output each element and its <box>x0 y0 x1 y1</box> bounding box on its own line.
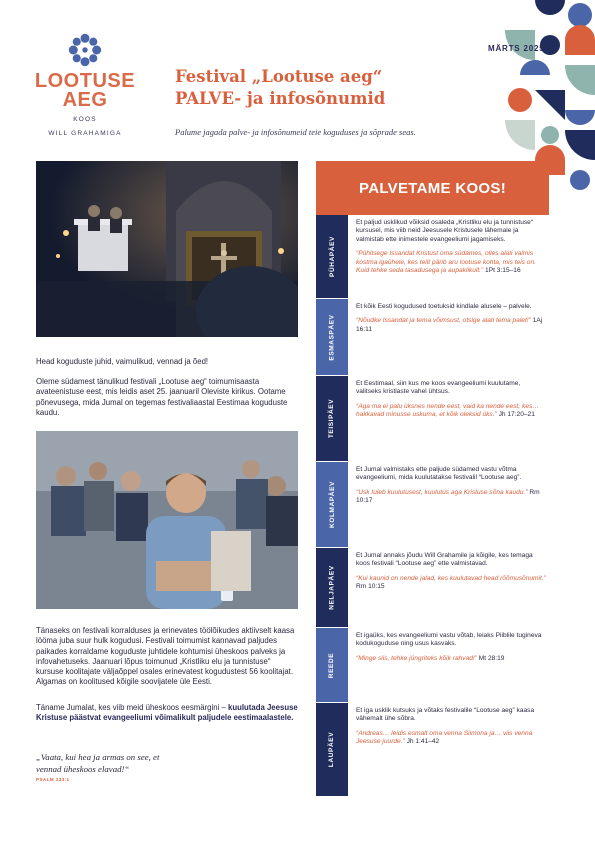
psalm-quote <box>36 752 256 775</box>
title-line2: PALVE- ja infosõnumid <box>175 89 386 108</box>
day-content <box>356 466 546 506</box>
day-monday <box>316 299 549 376</box>
verse-text: “Andreas… leidis esmalt oma venna Siimona ja… viis venna Jeesuse juurde.” <box>356 729 533 746</box>
day-content <box>356 552 546 592</box>
day-tab <box>316 628 348 703</box>
issue-date: MÄRTS 2025 <box>488 44 545 53</box>
day-label: PÜHAPÄEV <box>328 236 336 277</box>
thanks-paragraph <box>36 703 298 724</box>
day-thursday <box>316 548 549 628</box>
verse-ref: Jh 17:20–21 <box>498 411 535 419</box>
prayer-days <box>316 215 549 797</box>
verse-ref: 1Pt 3:15–16 <box>485 267 521 275</box>
prayer-verse <box>356 489 546 506</box>
prayer-verse <box>356 655 546 663</box>
day-content <box>356 303 546 334</box>
verse-ref: Rm 10:17 <box>356 488 540 505</box>
day-content <box>356 632 546 663</box>
day-label: LAUPÄEV <box>328 731 336 768</box>
prayer-text: Et igaüks, kes evangeeliumi vastu võtab, leiaks Piiblile tugineva kodukoguduse ning usus kasvaks. <box>356 632 542 648</box>
thanks-text: Täname Jumalat, kes viib meid üheskoos eesmärgini – <box>36 703 228 712</box>
logo-sub-line2: WILL GRAHAMIGA <box>48 130 122 137</box>
thanks-emphasis: kuulutada Jeesuse Kristuse päästvat evangeeliumi võimalikult paljudele eestimaalastele. <box>36 703 298 723</box>
day-tab <box>316 299 348 376</box>
quote-reference: PSALM 133:1 <box>36 777 70 782</box>
day-label: TEISIPÄEV <box>328 398 336 439</box>
page-subtitle: Palume jagada palve- ja infosõnumeid teie koguduses ja sõprade seas. <box>175 127 416 137</box>
verse-ref: 1Aj 16:11 <box>356 317 543 333</box>
logo-title-line2: AEG <box>62 89 108 111</box>
prayer-text: Et kõik Eesti kogudused toetuksid kindlale alusele – palvele. <box>356 303 532 310</box>
audience-photo <box>36 431 298 609</box>
verse-text: “Kui kaunid on nende jalad, kes kuulutavad head rõõmusõnumit.” <box>356 574 546 582</box>
day-content <box>356 219 546 275</box>
day-tab <box>316 703 348 797</box>
prayer-text: Et Jumal annaks jõudu Will Grahamile ja kõigile, kes temaga koos festivali “Lootuse aeg” ette valmistavad. <box>356 552 533 568</box>
day-label: NELJAPÄEV <box>328 565 336 610</box>
prayer-verse <box>356 575 546 592</box>
logo-sub-line1: KOOS <box>73 116 97 123</box>
day-sunday <box>316 215 549 299</box>
prayer-header: PALVETAME KOOS! <box>316 161 549 215</box>
verse-text: “Minge siis, tehke jüngriteks kõik rahvad!” <box>356 654 477 662</box>
verse-ref: Jh 1:41–42 <box>406 738 440 746</box>
verse-text: “Aga ma ei palu üksnes nende eest, vaid ka nende eest, kes… hakkavad minusse uskuma, et kõik oleksid üks.” <box>356 402 539 419</box>
prayer-text: Et paljud usklikud võiksid osaleda „Kristliku elu ja tunnistuse“ kursusel, mis viib neid Jeesusele Kristusele lähemale ja valmistab ette inimestele evangeeliumi jagamiseks. <box>356 219 534 243</box>
day-tab <box>316 376 348 462</box>
day-label: ESMASPÄEV <box>328 313 336 361</box>
day-content <box>356 380 546 420</box>
quote-line2: vennad üheskoos elavad!“ <box>36 763 130 774</box>
verse-text: “Nõudke Issandat ja tema võimsust, otsige alati tema palet!” <box>356 317 531 325</box>
verse-text: “Pühitsege Issandat Kristust oma südames, olles alati valmis kostma igaühele, kes teilt pärib aru lootuse kohta, mis teis on. Kuid tehke seda tasadusega ja aupaklikult.” <box>356 250 536 275</box>
day-label: REEDE <box>328 652 336 678</box>
quote-line1: „Vaata, kui hea ja armas on see, et <box>36 752 160 762</box>
prayer-verse <box>356 403 546 420</box>
prayer-verse <box>356 250 546 275</box>
day-tab <box>316 548 348 628</box>
title-line1: Festival „Lootuse aeg“ <box>175 67 383 86</box>
day-friday <box>316 628 549 703</box>
flower-logo-icon <box>67 32 103 68</box>
day-tuesday <box>316 376 549 462</box>
day-wednesday <box>316 462 549 548</box>
church-service-photo <box>36 161 298 337</box>
verse-text: “Usk tuleb kuulutusest, kuulutus aga Kristuse sõna kaudu.” <box>356 488 528 496</box>
logo-title-line1: LOOTUSE <box>34 70 136 92</box>
verse-ref: Mt 28:19 <box>478 654 505 662</box>
day-label: KOLMAPÄEV <box>328 481 336 528</box>
progress-paragraph: Tänaseks on festivali korralduses ja erinevates töölõikudes aktiivselt kaasa lööma juba suur hulk kogudusi. Festivali toimumist kannavad paljudes paikades korraldame koguduste juhtidele kohtumisi üheskoos palveks ja infovahetuseks. Jaanuari lõpus toimunud „Kristliku elu ja tunnistuse“ kursuse koolitajate väljaõppel osales erinevatest kogudustest 56 koolitajat. Algamas on koolitused kõigile soovijatele üle Eesti. <box>36 626 295 687</box>
day-tab <box>316 462 348 548</box>
day-tab <box>316 215 348 299</box>
intro-paragraph: Oleme südamest tänulikud festivali „Lootuse aeg“ toimumisaasta avateenistuse eest, mis leidis aset 25. jaanuaril Oleviste kirikus. Ootame põnevusega, mida Jumal on tegemas festivaliaastal Eestimaa koguduste kaudu. <box>36 377 288 417</box>
prayer-verse <box>356 317 546 334</box>
page-title <box>175 66 385 110</box>
verse-ref: Rm 10:15 <box>356 583 385 591</box>
day-saturday <box>316 703 549 797</box>
greeting-text: Head koguduste juhid, vaimulikud, vennad ja õed! <box>36 357 209 366</box>
logo <box>30 32 140 138</box>
day-content <box>356 707 546 747</box>
prayer-verse <box>356 730 546 747</box>
prayer-text: Et Eestimaal, siin kus me koos evangeeliumi kuulutame, valitseks kristlaste vahel ühtsus. <box>356 380 521 396</box>
prayer-text: Et Jumal valmistaks ette paljude südamed vastu võtma evangeeliumi, mida kuulutatakse festivalil “Lootuse aeg”. <box>356 466 522 482</box>
prayer-text: Et iga usklik kutsuks ja võtaks festivalile “Lootuse aeg” kaasa vähemalt ühe sõbra. <box>356 707 535 723</box>
